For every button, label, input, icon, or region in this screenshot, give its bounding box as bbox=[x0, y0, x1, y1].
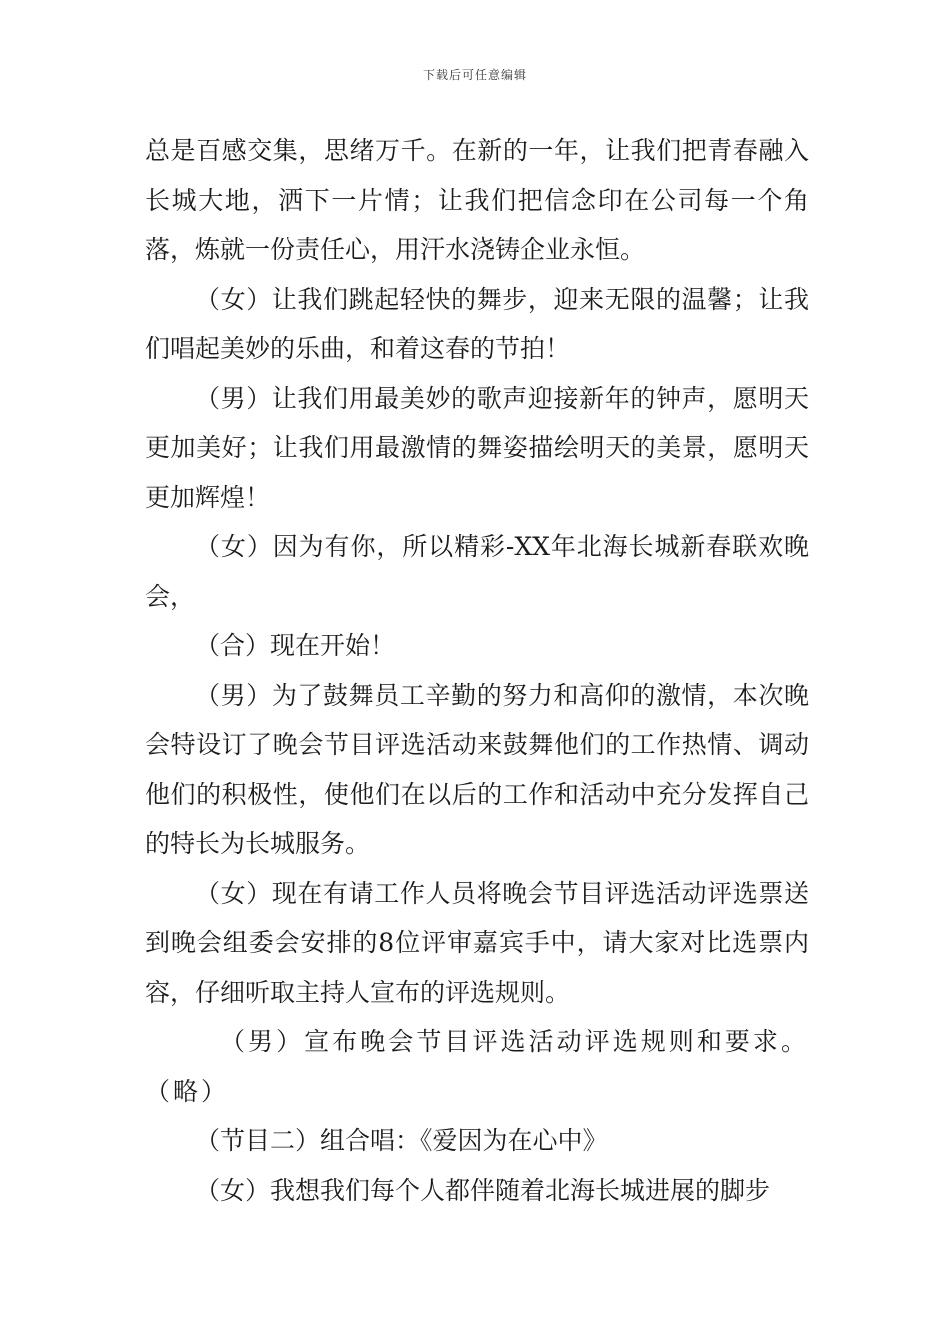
paragraph: （男）让我们用最美妙的歌声迎接新年的钟声，愿明天更加美好；让我们用最激情的舞姿描绘明天的美景，愿明天更加辉煌！ bbox=[145, 383, 809, 512]
paragraph: （男）为了鼓舞员工辛勤的努力和高仰的激情，本次晚会特设订了晚会节目评选活动来鼓舞他们的工作热情、调动他们的积极性，使他们在以后的工作和活动中充分发挥自己的特长为长城服务。 bbox=[145, 680, 809, 858]
document-body bbox=[145, 126, 809, 1215]
page-header: 下载后可任意编辑 bbox=[422, 68, 527, 82]
paragraph: （节目二）组合唱：《爱因为在心中》 bbox=[195, 1126, 608, 1155]
paragraph: （女）我想我们每个人都伴随着北海长城进展的脚步 bbox=[195, 1175, 771, 1205]
paragraph: 总是百感交集，思绪万千。在新的一年，让我们把青春融入长城大地，洒下一片情；让我们把信念印在公司每一个角落，炼就一份责任心，用汗水浇铸企业永恒。 bbox=[145, 136, 809, 264]
paragraph: （女）让我们跳起轻快的舞步，迎来无限的温馨；让我们唱起美妙的乐曲，和着这春的节拍！ bbox=[145, 284, 809, 363]
paragraph: （合）现在开始！ bbox=[195, 631, 396, 660]
paragraph: （男）宣布晚会节目评选活动评选规则和要求。（略） bbox=[145, 1027, 809, 1106]
paragraph: （女）现在有请工作人员将晚会节目评选活动评选票送到晚会组委会安排的8位评审嘉宾手中，请大家对比选票内容，仔细听取主持人宣布的评选规则。 bbox=[145, 878, 809, 1007]
paragraph: （女）因为有你，所以精彩-XX年北海长城新春联欢晚会， bbox=[145, 532, 809, 611]
